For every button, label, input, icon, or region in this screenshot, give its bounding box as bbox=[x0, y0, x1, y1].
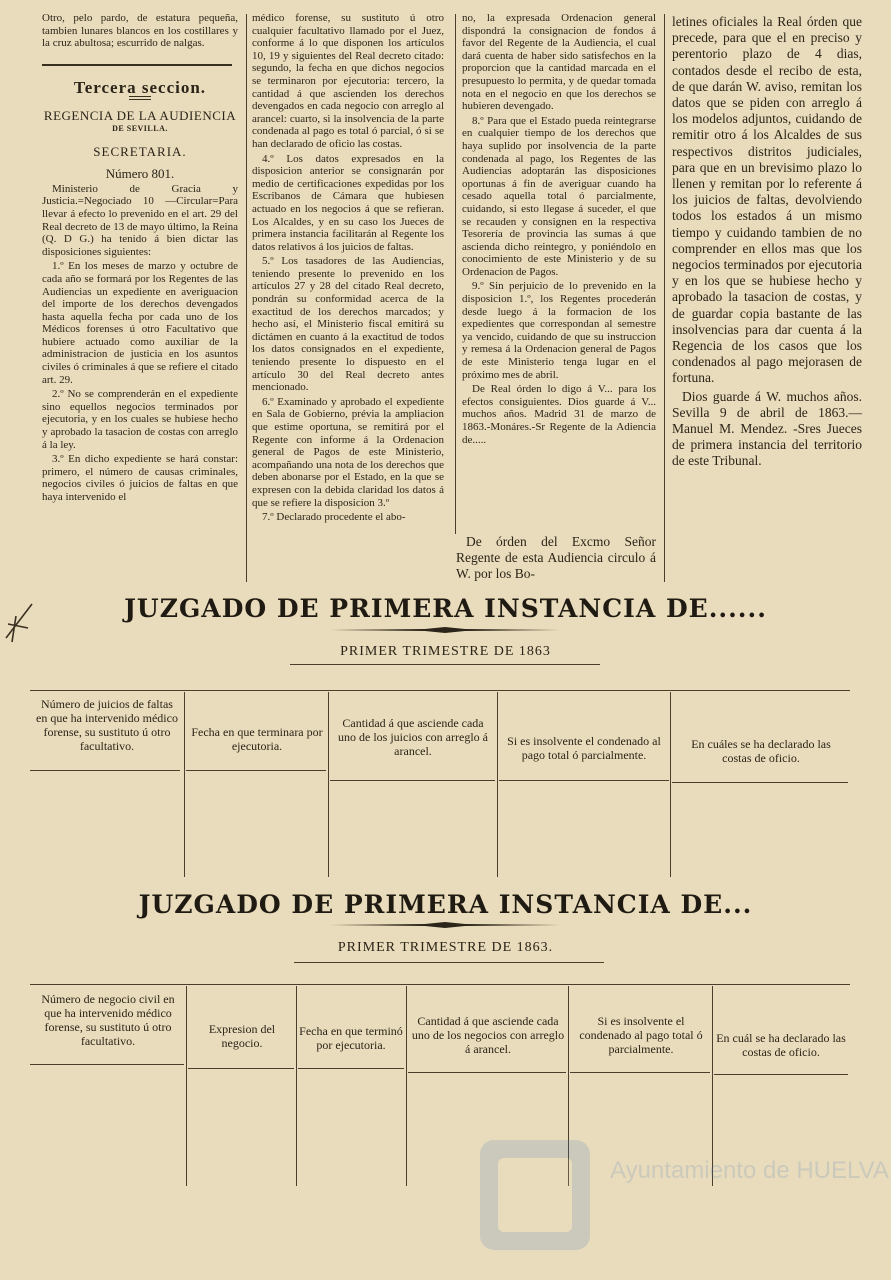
table1-header-rule bbox=[330, 780, 495, 781]
paragraph: 8.º Para que el Estado pueda reintegrarse en cualquier tiempo de los derechos que haya suplido por insolvencia de la parte condenada al pago, los Regentes de las Audiencias adoptarán las disposiciones oportunas á fin de averiguar cuando ha cesado aquella total ó parcialmente, cuidando, si esto llegase á suceder, el que se recauden y consignen en la respectiva Tesorería de provincia las sumas á que ascienda dicho reintegro, y poniéndolo en conocimiento de este Ministerio y de su Ordenacion de Pagos. bbox=[462, 114, 656, 278]
table2-col-header: Expresion del negocio. bbox=[208, 1022, 276, 1050]
ornament-rule bbox=[330, 922, 560, 928]
table2-col-divider bbox=[186, 986, 187, 1186]
table1-header-rule bbox=[30, 770, 180, 771]
subtitle-rule bbox=[294, 962, 604, 963]
paragraph: 1.º En los meses de marzo y octubre de cada año se formará por los Regentes de las Audiencias un expediente en averiguacion del importe de los derechos devengados hasta aquella fecha por cada uno de los Médicos forenses ú otro Facultativo que hubiere actuado como auxiliar de la administracion de justicia en los asuntos civiles ó criminales á que se refiere el citado art. 29. bbox=[42, 260, 238, 386]
intro-paragraph: Otro, pelo pardo, de estatura pequeña, tambien lunares blancos en los costillares y la cruz abultosa; escurrido de nalgas. bbox=[42, 12, 238, 50]
table1-header-rule bbox=[186, 770, 326, 771]
table1-header-rule bbox=[499, 780, 669, 781]
paragraph: 6.º Examinado y aprobado el expediente en Sala de Gobierno, prévia la ampliacion que estime oportuna, se remitirá por el Regente con informe á la Ordenacion general de Pagos de este Ministerio, acompañando una nota de los derechos que deben abonarse por el Estado, en la que se expresen con la debida claridad los datos á que se refiere la disposicion 3.º bbox=[252, 395, 444, 509]
text-column-2 bbox=[252, 12, 444, 526]
paragraph: 9.º Sin perjuicio de lo prevenido en la disposicion 1.º, los Regentes procederán desde luego á la formacion de los expedientes que correspondan al semestre ya vencido, cuidando de que su instruccion y remesa á la Ordenacion general de Pagos de este Ministerio tenga lugar en el próximo mes de abril. bbox=[462, 280, 656, 381]
text-column-3-continuation bbox=[456, 534, 656, 585]
ornament-rule bbox=[330, 627, 560, 633]
table1-subtitle: PRIMER TRIMESTRE DE 1863 bbox=[340, 644, 551, 659]
watermark-logo bbox=[470, 1100, 889, 1260]
paragraph: De órden del Excmo Señor Regente de esta Audiencia circulo á W. por los Bo- bbox=[456, 534, 656, 582]
table2-col-divider bbox=[406, 986, 407, 1186]
table1-title: JUZGADO DE PRIMERA INSTANCIA DE...... bbox=[124, 594, 767, 623]
paragraph: no, la expresada Ordenacion general dispondrá la consignacion de fondos á favor del Regente de la Audiencia, el cual dará cuenta de haber sido satisfechos en la proporcion que la cantidad marcada en el presupuesto lo permita, y de quedar tomada nota en el negocio en que los derechos se hubieren devengado. bbox=[462, 12, 656, 113]
table1-col-header: Número de juicios de faltas en que ha intervenido médico forense, su sustituto ú otro facultativo. bbox=[36, 697, 178, 753]
subtitle-rule bbox=[290, 664, 600, 665]
section-rule bbox=[42, 64, 232, 66]
table1-col-divider bbox=[184, 692, 185, 877]
paragraph: letines oficiales la Real órden que precede, para que el en preciso y perentorio plazo de 4 dias, contados desde el recibo de esta, de que darán W. aviso, remitan los datos que se piden con arreglo á los modelos adjuntos, cuidando de remitir otro á los Alcaldes de sus respectivos distritos judiciales, para que en un brevisimo plazo lo llenen y remitan por lo referente á los juicios de faltas, devolviendo todos los estados á un mismo tiempo y cuidando tambien de no comprender en ellos mas que los negocios terminados por ejecutoria y en los que se hubiese hecho y aprobado la tasacion de costas, y de guardar copia bastante de las insolvencias para dar cuenta á la Regencia de los casos que los condenados al pago mejorasen de fortuna. bbox=[672, 14, 862, 386]
table1-col-header: Cantidad á que asciende cada uno de los juicios con arreglo á arancel. bbox=[338, 716, 488, 758]
table1-header-rule bbox=[672, 782, 848, 783]
table2-header-rule bbox=[714, 1074, 848, 1075]
table1-top-border bbox=[30, 690, 850, 691]
table2-header-rule bbox=[570, 1072, 710, 1073]
table2-header-rule bbox=[188, 1068, 294, 1069]
paragraph: 3.º En dicho expediente se hará constar: primero, el número de causas criminales, negocios civiles ó juicios de faltas en que haya intervenido el bbox=[42, 453, 238, 503]
table1-col-header: En cuáles se ha declarado las costas de oficio. bbox=[691, 737, 831, 765]
table2-col-divider bbox=[296, 986, 297, 1186]
column-divider bbox=[664, 14, 665, 582]
table2-col-header: Cantidad á que asciende cada uno de los negocios con arreglo á arancel. bbox=[411, 1014, 565, 1056]
watermark-text: Ayuntamiento de HUELVA bbox=[610, 1157, 889, 1184]
double-rule bbox=[129, 96, 151, 100]
section-title: Tercera seccion. bbox=[73, 77, 207, 97]
text-column-4 bbox=[672, 14, 862, 472]
table2-title: JUZGADO DE PRIMERA INSTANCIA DE... bbox=[138, 890, 753, 919]
paragraph: 7.º Declarado procedente el abo- bbox=[262, 511, 406, 524]
table2-col-header: Si es insolvente el condenado al pago total ó parcialmente. bbox=[579, 1014, 703, 1056]
table2-subtitle: PRIMER TRIMESTRE DE 1863. bbox=[337, 940, 554, 955]
paragraph: 5.º Los tasadores de las Audiencias, teniendo presente lo prevenido en los artículos 27 y 28 del citado Real decreto, pondrán su conformidad acerca de la exactitud de los derechos marcados; y hecho así, el Ministerio fiscal emitirá su dictámen en cuanto á la exactitud de todos los datos consignados en el expediente, teniendo presente lo dispuesto en el artículo 30 del Real decreto antes mencionado. bbox=[252, 255, 444, 394]
table2-col-header: En cuál se ha declarado las costas de oficio. bbox=[716, 1031, 846, 1059]
table2-col-header: Fecha en que terminó por ejecutoria. bbox=[299, 1024, 403, 1052]
table1-col-header: Si es insolvente el condenado al pago total ó parcialmente. bbox=[507, 734, 661, 762]
table2-header-rule bbox=[298, 1068, 404, 1069]
table1-col-divider bbox=[497, 692, 498, 877]
signature-paragraph: Dios guarde á W. muchos años. Sevilla 9 de abril de 1863.—Manuel M. Mendez. -Sres Jueces de primera instancia del territorio de este Tribunal. bbox=[672, 388, 862, 469]
paragraph: 4.º Los datos expresados en la disposicion anterior se consignarán por medio de certificaciones expedidas por los Escribanos de Cámara que hubiesen actuado en los negocios á que se refieran. Los Alcaldes, y en su caso los Jueces de primera instancia facilitarán al Regente los datos relativos á los juicios de faltas. bbox=[252, 152, 444, 253]
column-divider bbox=[455, 14, 456, 534]
heading-secretaria: SECRETARIA. bbox=[93, 143, 187, 159]
column-divider bbox=[246, 14, 247, 582]
table1-col-divider bbox=[328, 692, 329, 877]
paragraph: Ministerio de Gracia y Justicia.=Negociado 10 —Circular=Para llevar á efecto lo prevenido en el art. 29 del Real decreto de 13 de mayo último, la Reina (Q. D G.) ha tenido á bien dictar las disposiciones siguientes: bbox=[42, 182, 238, 258]
table1-col-header: Fecha en que terminara por ejecutoria. bbox=[191, 725, 323, 753]
paragraph: De Real órden lo digo á V... para los efectos consiguientes. Dios guarde á V... muchos años. Madrid 31 de marzo de 1863.-Monáres.-Sr Regente de la Adiencia de..... bbox=[462, 383, 656, 446]
table2-header-rule bbox=[30, 1064, 184, 1065]
text-column-3 bbox=[462, 12, 656, 448]
table2-col-header: Número de negocio civil en que ha intervenido médico forense, su sustituto ú otro facultativo. bbox=[41, 992, 175, 1048]
table1-col-divider bbox=[670, 692, 671, 877]
document-number: Número 801. bbox=[105, 166, 175, 182]
paragraph: 2.º No se comprenderán en el expediente sino equellos negocios terminados por ejecutoria, y en los cuales se hubiese hecho y aprobado la tasacion de costas con arreglo á la ley. bbox=[42, 388, 238, 451]
heading-regencia: REGENCIA DE LA AUDIENCIA bbox=[43, 108, 237, 124]
table2-header-rule bbox=[408, 1072, 566, 1073]
paragraph: médico forense, su sustituto ú otro cualquier facultativo llamado por el Juez, conforme á lo que disponen los artículos 10, 19 y siguientes del Real decreto citado: segundo, la fecha en que dichos negocios se terminaron por ejecutoria: tercero, la cantidad á que ascienden los derechos devengados en cada negocio con arreglo al arancel: cuarto, si la insolvencia de la parte condenada al pago es total ó parcial, ó si se han declarado de oficio las costas. bbox=[252, 12, 444, 150]
text-column-1 bbox=[42, 12, 238, 506]
heading-sevilla: DE SEVILLA. bbox=[112, 123, 168, 133]
table2-top-border bbox=[30, 984, 850, 985]
